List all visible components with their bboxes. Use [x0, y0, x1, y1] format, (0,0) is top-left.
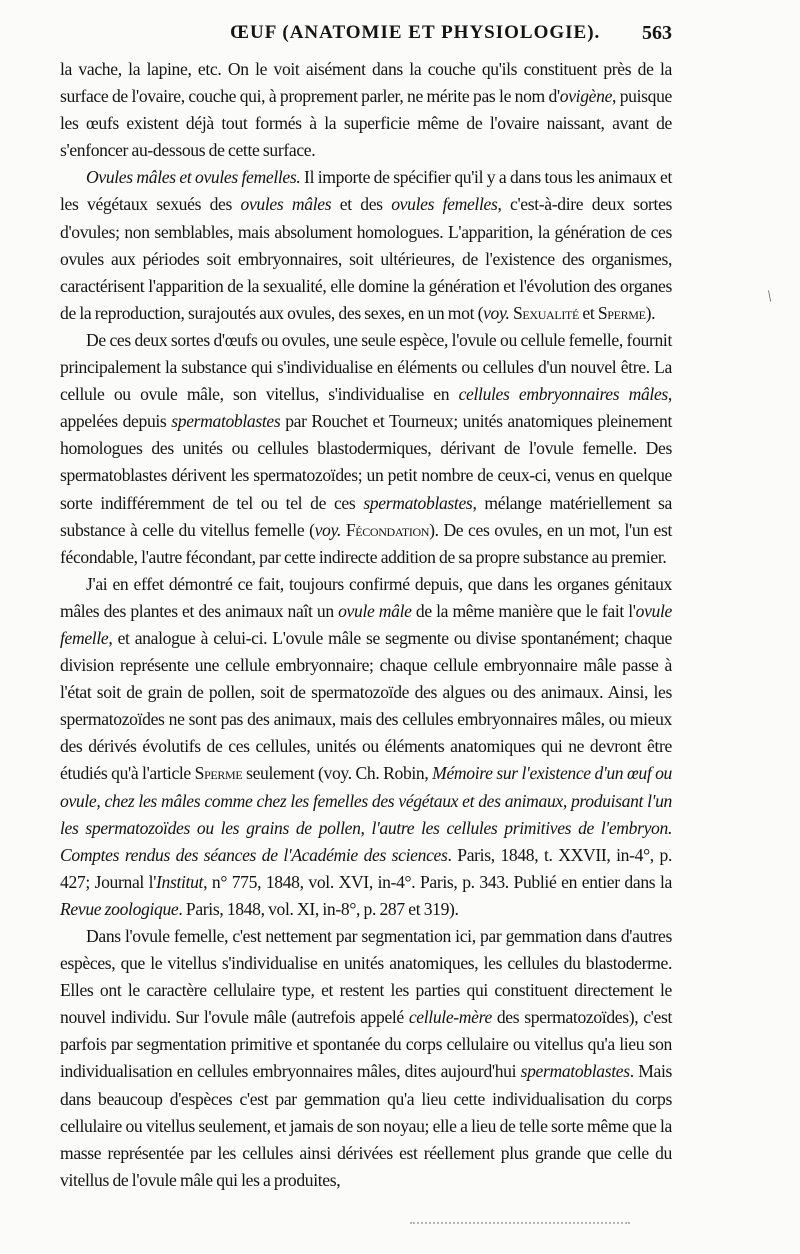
running-header [60, 14, 672, 50]
paragraph-ovules-males-femelles: Ovules mâles et ovules femelles. Il importe de spécifier qu'il y a dans tous les animaux et les végétaux sexués des ovules mâles et des ovules femelles, c'est-à-dire deux sortes d'ovules; non semblables, mais absolument homologues. L'apparition, la génération de ces ovules aux périodes soit embryonnaires, soit ultérieures, de l'existence des organismes, caractérisent l'apparition de la sexualité, elle domine la génération et l'évolution des organes de la reproduction, surajoutés aux ovules, des sexes, en un mot (voy. Sexualité et Sperme). [60, 167, 673, 323]
paragraph-5: Dans l'ovule femelle, c'est nettement par segmentation ici, par gemmation dans d'autres espèces, que le vitellus s'individualise en unités anatomiques, les cellules du blastoderme. Elles ont le caractère cellulaire type, et restent les parties qui constituent directement le nouvel individu. Sur l'ovule mâle (autrefois appelé cellule-mère des spermatozoïdes), c'est parfois par segmentation primitive et spontanée du corps cellulaire ou vitellus qu'a lieu son individualisation en cellules embryonnaires mâles, dites aujourd'hui spermatoblastes. Mais dans beaucoup d'espèces c'est par gemmation qu'a lieu cette individualisation du corps cellulaire ou vitellus seulement, et jamais de son noyau; elle a lieu de telle sorte même que la masse représentée par les cellules ainsi dérivées est réellement plus grande que celle du vitellus de l'ovule mâle qui les a produites, [60, 926, 672, 1190]
cross-reference: Sexualité [513, 302, 579, 323]
scan-artifact [410, 1222, 630, 1230]
body-text [60, 56, 672, 1194]
paragraph-4: J'ai en effet démontré ce fait, toujours confirmé depuis, que dans les organes génitaux mâles des plantes et des animaux naît un ovule mâle de la même manière que le fait l'ovule femelle, et analogue à celui-ci. L'ovule mâle se segmente ou divise spontanément; chaque division représente une cellule embryonnaire; chaque cellule embryonnaire mâle passe à l'état soit de grain de pollen, soit de spermatozoïde des algues ou des animaux. Ainsi, les spermatozoïdes ne sont pas des animaux, mais des cellules embryonnaires mâles, ou mieux des dérivés évolutifs de ces cellules, unités ou éléments anatomiques qui ne devront être étudiés qu'à l'article Sperme seulement (voy. Ch. Robin, Mémoire sur l'existence d'un œuf ou ovule, chez les mâles comme chez les femelles des végétaux et des animaux, produisant l'un les spermatozoïdes ou les grains de pollen, l'autre les cellules primitives de l'embryon. Comptes rendus des séances de l'Académie des sciences. Paris, 1848, t. XXVII, in-4°, p. 427; Journal l'Institut, n° 775, 1848, vol. XVI, in-4°. Paris, p. 343. Publié en entier dans la Revue zoologique. Paris, 1848, vol. XI, in-8°, p. 287 et 319). [60, 573, 673, 919]
header-title: ŒUF (ANATOMIE ET PHYSIOLOGIE). [230, 22, 601, 43]
cross-reference: Sperme [597, 302, 646, 323]
citation-title: Mémoire sur l'existence d'un œuf ou ovule, chez les mâles comme chez les femelles des végétaux et des animaux, produisant l'un les spermatozoïdes ou les grains de pollen, l'autre les cellules primitives de l'embryon. Comptes rendus des séances de l'Académie des sciences [60, 763, 672, 865]
page-number: 563 [642, 22, 672, 44]
margin-pencil-mark: / [763, 288, 776, 306]
cross-reference: Sperme [194, 763, 243, 784]
paragraph-3: De ces deux sortes d'œufs ou ovules, une seule espèce, l'ovule ou cellule femelle, fournit principalement la substance qui s'individualise en éléments ou cellules d'un nouvel être. La cellule ou ovule mâle, son vitellus, s'individualise en cellules embryonnaires mâles, appelées depuis spermatoblastes par Rouchet et Tourneux; unités anatomiques pleinement homologues des unités ou cellules blastodermiques, dérivant de l'ovule femelle. Des spermatoblastes dérivent les spermatozoïdes; un petit nombre de ceux-ci, venus en quelque sorte indifféremment de tel ou tel de ces spermatoblastes, mélange matériellement sa substance à celle du vitellus femelle (voy. Fécondation). De ces ovules, en un mot, l'un est fécondable, l'autre fécondant, par cette indirecte addition de sa propre substance au premier. [60, 329, 672, 567]
section-lead-in: Ovules mâles et ovules femelles. [86, 167, 301, 188]
cross-reference: Fécondation [345, 519, 430, 540]
paragraph-1: la vache, la lapine, etc. On le voit aisément dans la couche qu'ils constituent près de la surface de l'ovaire, couche qui, à proprement parler, ne mérite pas le nom d'ovigène, puisque les œufs existent déjà tout formés à la superficie même de l'ovaire naissant, avant de s'enfoncer au-dessous de cette surface. [60, 59, 673, 161]
